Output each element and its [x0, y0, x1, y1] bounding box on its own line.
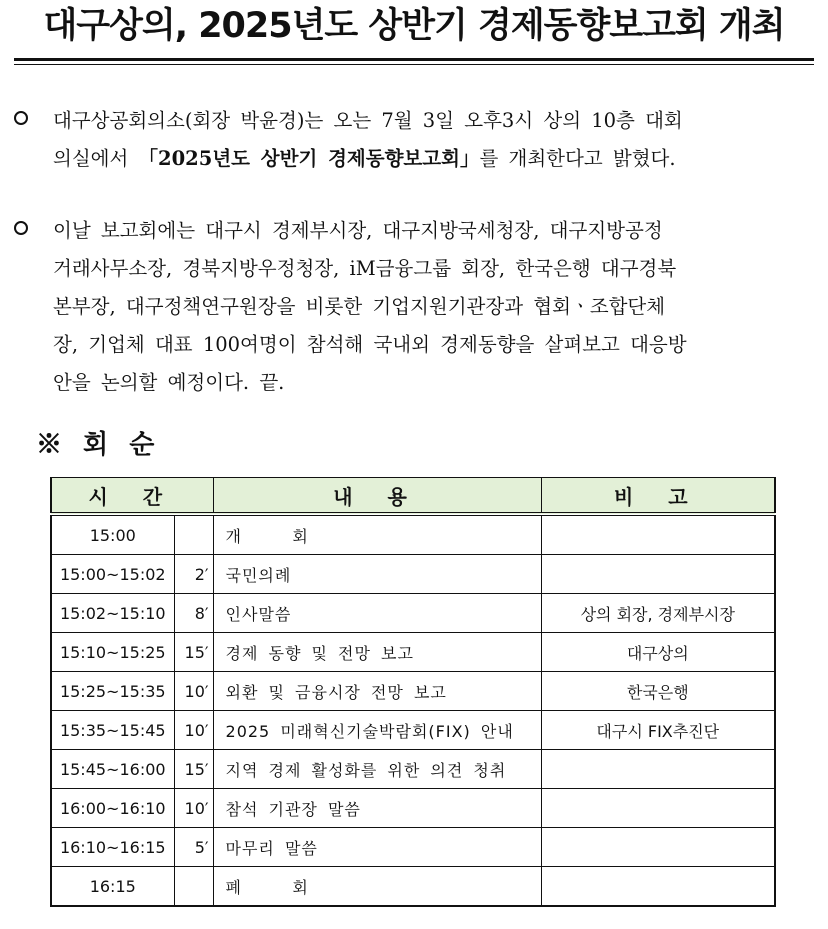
note-cell [541, 789, 775, 828]
header-note: 비 고 [541, 478, 775, 515]
time-cell: 15:00~15:02 [51, 555, 174, 594]
note-cell: 대구시 FIX추진단 [541, 711, 775, 750]
content-cell: 폐 회 [213, 867, 541, 907]
schedule-row [51, 828, 775, 867]
title-rule-thick [14, 58, 814, 61]
event-name-bold: 「2025년도 상반기 경제동향보고회」 [138, 147, 480, 170]
paragraph-line: 이날 보고회에는 대구시 경제부시장, 대구지방국세청장, 대구지방공정 [53, 219, 663, 242]
header-time: 시 간 [51, 478, 213, 515]
note-cell [541, 828, 775, 867]
note-cell [541, 514, 775, 555]
time-cell: 16:15 [51, 867, 174, 907]
paragraph-line: 거래사무소장, 경북지방우정청장, iM금융그룹 회장, 한국은행 대구경북 [53, 257, 677, 280]
document-title: 대구상의, 2025년도 상반기 경제동향보고회 개최 [43, 6, 785, 46]
schedule-row [51, 750, 775, 789]
schedule-row [51, 789, 775, 828]
time-cell: 15:00 [51, 514, 174, 555]
content-cell: 인사말씀 [213, 594, 541, 633]
duration-cell: 10′ [174, 711, 213, 750]
duration-cell: 15′ [174, 633, 213, 672]
schedule-table [50, 477, 776, 907]
note-cell [541, 750, 775, 789]
content-cell: 국민의례 [213, 555, 541, 594]
duration-cell [174, 867, 213, 907]
content-cell: 외환 및 금융시장 전망 보고 [213, 672, 541, 711]
schedule-row [51, 672, 775, 711]
time-cell: 15:10~15:25 [51, 633, 174, 672]
paragraph-line: 장, 기업체 대표 100여명이 참석해 국내외 경제동향을 살펴보고 대응방 [53, 333, 687, 356]
note-cell: 대구상의 [541, 633, 775, 672]
circle-bullet-icon [14, 221, 28, 235]
title-rule-thin [14, 64, 814, 65]
circle-bullet-icon [14, 111, 28, 125]
content-cell: 개 회 [213, 514, 541, 555]
duration-cell: 2′ [174, 555, 213, 594]
schedule-row [51, 867, 775, 907]
duration-cell: 5′ [174, 828, 213, 867]
time-cell: 15:02~15:10 [51, 594, 174, 633]
schedule-heading: ※ 회 순 [36, 430, 161, 460]
schedule-row [51, 594, 775, 633]
schedule-row [51, 711, 775, 750]
paragraph-text: 의실에서 [53, 147, 139, 170]
content-cell: 참석 기관장 말씀 [213, 789, 541, 828]
paragraph-attendees [14, 212, 814, 402]
duration-cell: 15′ [174, 750, 213, 789]
note-cell [541, 555, 775, 594]
content-cell: 마무리 말씀 [213, 828, 541, 867]
content-cell: 지역 경제 활성화를 위한 의견 청취 [213, 750, 541, 789]
note-cell [541, 867, 775, 907]
schedule-header-row [51, 478, 775, 515]
duration-cell: 10′ [174, 672, 213, 711]
schedule-row [51, 514, 775, 555]
content-cell: 경제 동향 및 전망 보고 [213, 633, 541, 672]
schedule-row [51, 555, 775, 594]
paragraph-event-announcement [14, 102, 814, 178]
content-cell: 2025 미래혁신기술박람회(FIX) 안내 [213, 711, 541, 750]
time-cell: 16:10~16:15 [51, 828, 174, 867]
duration-cell [174, 514, 213, 555]
time-cell: 15:25~15:35 [51, 672, 174, 711]
paragraph-line: 대구상공회의소(회장 박윤경)는 오는 7월 3일 오후3시 상의 10층 대회 [53, 109, 683, 132]
header-content: 내 용 [213, 478, 541, 515]
note-cell: 상의 회장, 경제부시장 [541, 594, 775, 633]
paragraph-line: 본부장, 대구정책연구원장을 비롯한 기업지원기관장과 협회ㆍ조합단체 [53, 295, 666, 318]
time-cell: 15:45~16:00 [51, 750, 174, 789]
paragraph-line [53, 140, 814, 178]
note-cell: 한국은행 [541, 672, 775, 711]
schedule-row [51, 633, 775, 672]
paragraph-text: 를 개최한다고 밝혔다. [479, 147, 676, 170]
paragraph-line: 안을 논의할 예정이다. 끝. [53, 371, 285, 394]
time-cell: 16:00~16:10 [51, 789, 174, 828]
duration-cell: 10′ [174, 789, 213, 828]
duration-cell: 8′ [174, 594, 213, 633]
time-cell: 15:35~15:45 [51, 711, 174, 750]
